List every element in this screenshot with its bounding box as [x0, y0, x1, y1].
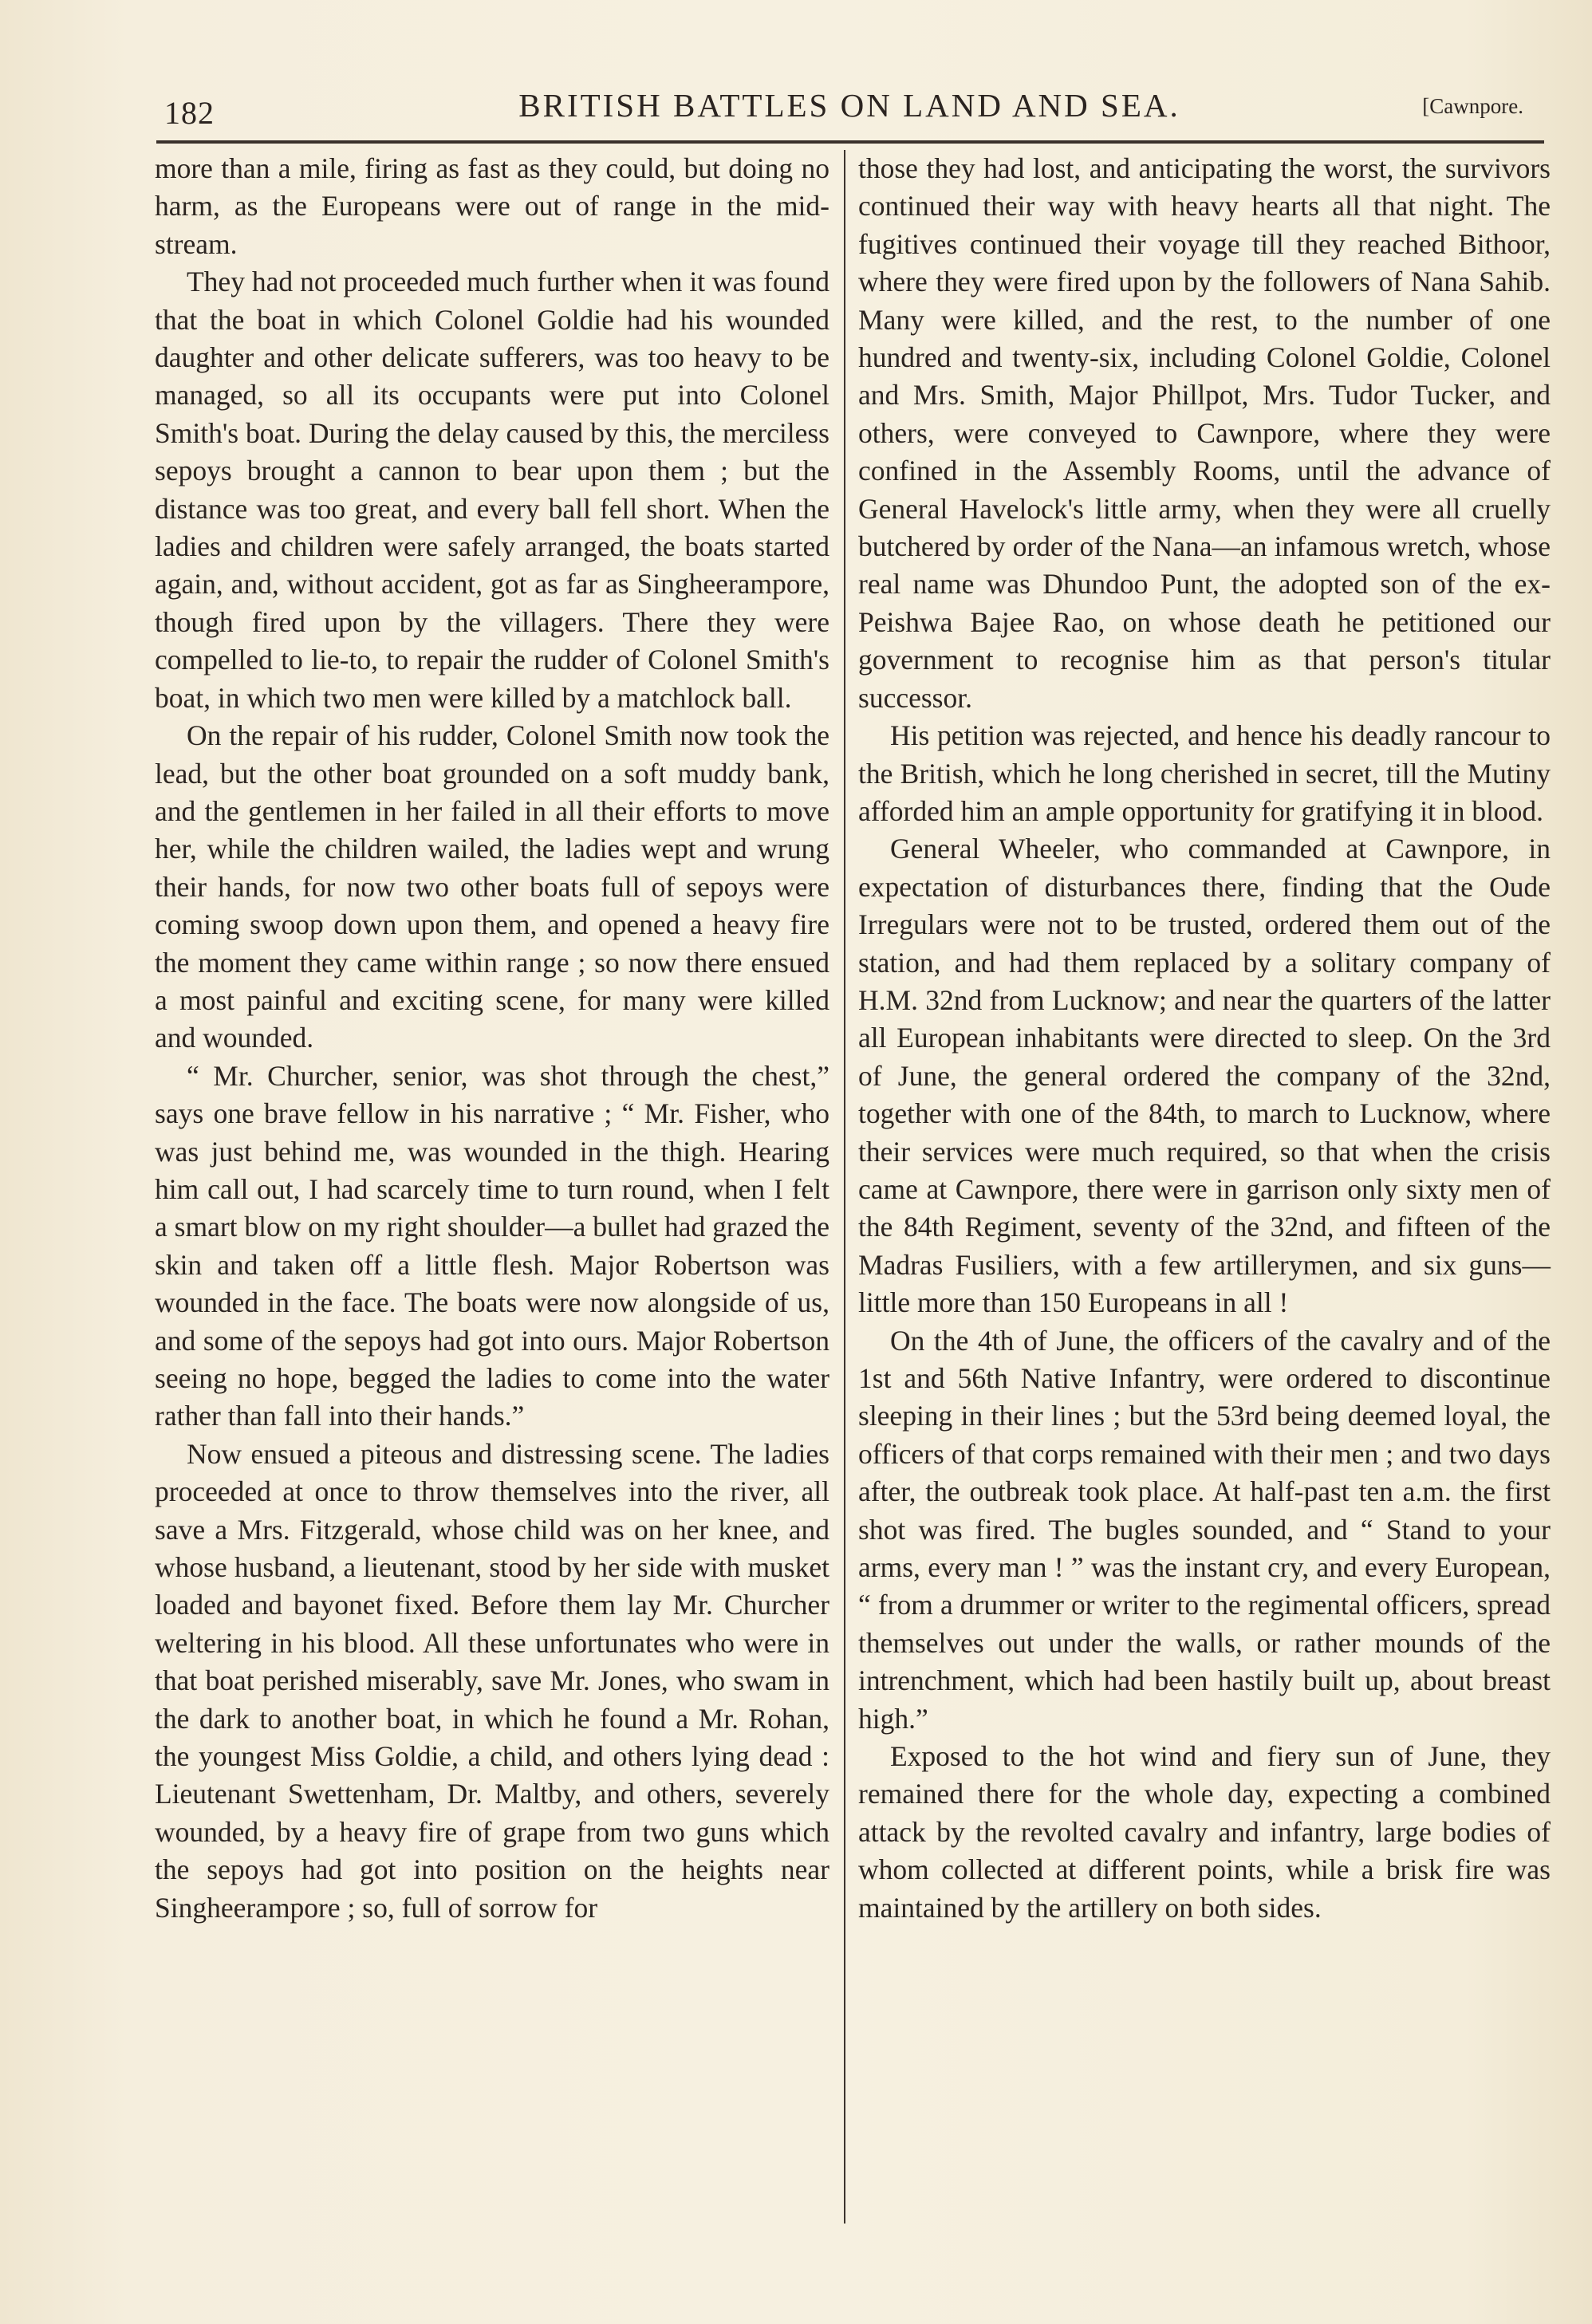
paragraph: On the 4th of June, the officers of the cavalry and of the 1st and 56th Native Infantry, were ordered to discontinue sleeping in their lines ; but the 53rd being deemed loyal, the officers of that corps remained with their men ; and two days after, the outbreak took place. At half-past ten a.m. the first shot was fired. The bugles sounded, and “ Stand to your arms, every man ! ” was the instant cry, and every European, “ from a drummer or writer to the regimental officers, spread themselves out under the walls, or rather mounds of the intrenchment, which had been hastily built up, about breast high.” [858, 1324, 1551, 1735]
paragraph: more than a mile, firing as fast as they could, but doing no harm, as the Europeans were out of range in the mid-stream. [155, 152, 829, 260]
column-divider [844, 150, 845, 2224]
page-number: 182 [164, 95, 215, 131]
running-title: BRITISH BATTLES ON LAND AND SEA. [518, 87, 1180, 124]
paragraph: General Wheeler, who commanded at Cawnpore, in expectation of disturbances there, finding that the Oude Irregulars were not to be trusted, ordered them out of the station, and had them replaced by a solitary company of H.M. 32nd from Lucknow; and near the quarters of the latter all European inhabitants were directed to sleep. On the 3rd of June, the general ordered the company of the 32nd, together with one of the 84th, to march to Lucknow, where their services were much required, so that when the crisis came at Cawnpore, there were in garrison only sixty men of the 84th Regiment, seventy of the 32nd, and fifteen of the Madras Fusiliers, with a few artillerymen, and six guns—little more than 150 Europeans in all ! [858, 833, 1551, 1319]
page-header [160, 83, 1539, 131]
section-label: [Cawnpore. [1422, 94, 1523, 118]
paragraph: “ Mr. Churcher, senior, was shot through the chest,” says one brave fellow in his narrative ; “ Mr. Fisher, who was just behind me, was wounded in the thigh. Hearing him call out, I had scarcely time to turn round, when I felt a smart blow on my right shoulder—a bullet had grazed the skin and taken off a little flesh. Major Robertson was wounded in the face. The boats were now alongside of us, and some of the sepoys had got into ours. Major Robertson seeing no hope, begged the ladies to come into the water rather than fall into their hands.” [155, 1059, 829, 1432]
paragraph: Exposed to the hot wind and fiery sun of June, they remained there for the whole day, expecting a combined attack by the revolted cavalry and infantry, large bodies of whom collected at different points, while a brisk fire was maintained by the artillery on both sides. [858, 1740, 1551, 1924]
header-rule [156, 140, 1544, 144]
paragraph: They had not proceeded much further when it was found that the boat in which Colonel Goldie had his wounded daughter and other delicate sufferers, was too heavy to be managed, so all its occupants were put into Colonel Smith's boat. During the delay caused by this, the merciless sepoys brought a cannon to bear upon them ; but the distance was too great, and every ball fell short. When the ladies and children were safely arranged, the boats started again, and, without accident, got as far as Singheerampore, though fired upon by the villagers. There they were compelled to lie-to, to repair the rudder of Colonel Smith's boat, in which two men were killed by a matchlock ball. [155, 266, 829, 714]
paragraph: His petition was rejected, and hence his deadly rancour to the British, which he long cherished in secret, till the Mutiny afforded him an ample opportunity for gratifying it in blood. [858, 719, 1551, 827]
paragraph: Now ensued a piteous and distressing scene. The ladies proceeded at once to throw themselves into the river, all save a Mrs. Fitzgerald, whose child was on her knee, and whose husband, a lieutenant, stood by her side with musket loaded and bayonet fixed. Before them lay Mr. Churcher weltering in his blood. All these unfortunates who were in that boat perished miserably, save Mr. Jones, who swam in the dark to another boat, in which he found a Mr. Rohan, the youngest Miss Goldie, a child, and others lying dead : Lieutenant Swettenham, Dr. Maltby, and others, severely wounded, by a heavy fire of grape from two guns which the sepoys had got into position on the heights near Singheerampore ; so, full of sorrow for [155, 1437, 829, 1924]
right-column [858, 150, 1551, 1927]
paragraph: On the repair of his rudder, Colonel Smith now took the lead, but the other boat grounded on a soft muddy bank, and the gentlemen in her failed in all their efforts to move her, while the children wailed, the ladies wept and wrung their hands, for now two other boats full of sepoys were coming swoop down upon them, and opened a heavy fire the moment they came within range ; so now there ensued a most painful and exciting scene, for many were killed and wounded. [155, 719, 829, 1054]
left-column [155, 150, 829, 1927]
paragraph: those they had lost, and anticipating the worst, the survivors continued their way with heavy hearts all that night. The fugitives continued their voyage till they reached Bithoor, where they were fired upon by the followers of Nana Sahib. Many were killed, and the rest, to the number of one hundred and twenty-six, including Colonel Goldie, Colonel and Mrs. Smith, Major Phillpot, Mrs. Tudor Tucker, and others, were conveyed to Cawnpore, where they were confined in the Assembly Rooms, until the advance of General Havelock's little army, when they were all cruelly butchered by order of the Nana—an infamous wretch, whose real name was Dhundoo Punt, the adopted son of the ex-Peishwa Bajee Rao, on whose death he petitioned our government to recognise him as that person's titular successor. [858, 152, 1551, 714]
